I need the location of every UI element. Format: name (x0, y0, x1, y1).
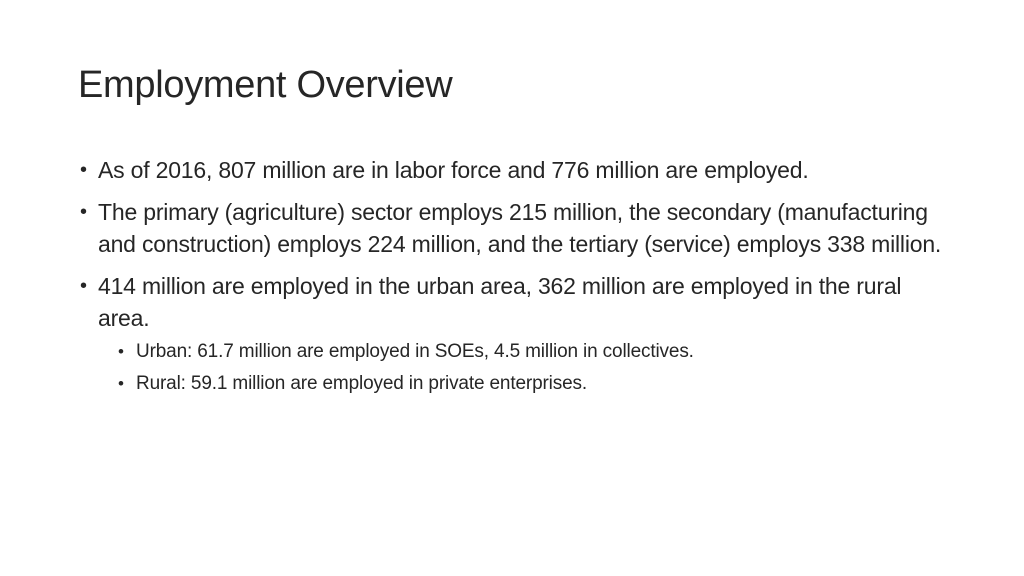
sub-bullet-text: Urban: 61.7 million are employed in SOEs, 4.5 million in collectives. (136, 341, 694, 362)
sub-bullet-icon: • (118, 342, 124, 361)
bullet-text: 414 million are employed in the urban area, 362 million are employed in the rural area. (98, 273, 902, 331)
sub-bullet-text: Rural: 59.1 million are employed in private enterprises. (136, 373, 587, 394)
bullet-text: As of 2016, 807 million are in labor force and 776 million are employed. (98, 157, 809, 183)
bullet-item (78, 154, 958, 186)
bullet-item (78, 270, 958, 400)
bullet-text: The primary (agriculture) sector employs 215 million, the secondary (manufacturing and construction) employs 224 million, and the tertiary (service) employs 338 million. (98, 199, 942, 257)
bullet-list (78, 154, 958, 400)
sub-bullet-icon: • (118, 374, 124, 393)
sub-bullet-item (116, 336, 958, 368)
sub-bullet-list (98, 336, 958, 400)
bullet-icon: • (80, 159, 87, 181)
bullet-icon: • (80, 201, 87, 223)
sub-bullet-item (116, 368, 958, 400)
bullet-icon: • (80, 275, 87, 297)
slide-title: Employment Overview (78, 64, 453, 106)
bullet-item (78, 196, 958, 260)
slide-content (78, 154, 958, 410)
